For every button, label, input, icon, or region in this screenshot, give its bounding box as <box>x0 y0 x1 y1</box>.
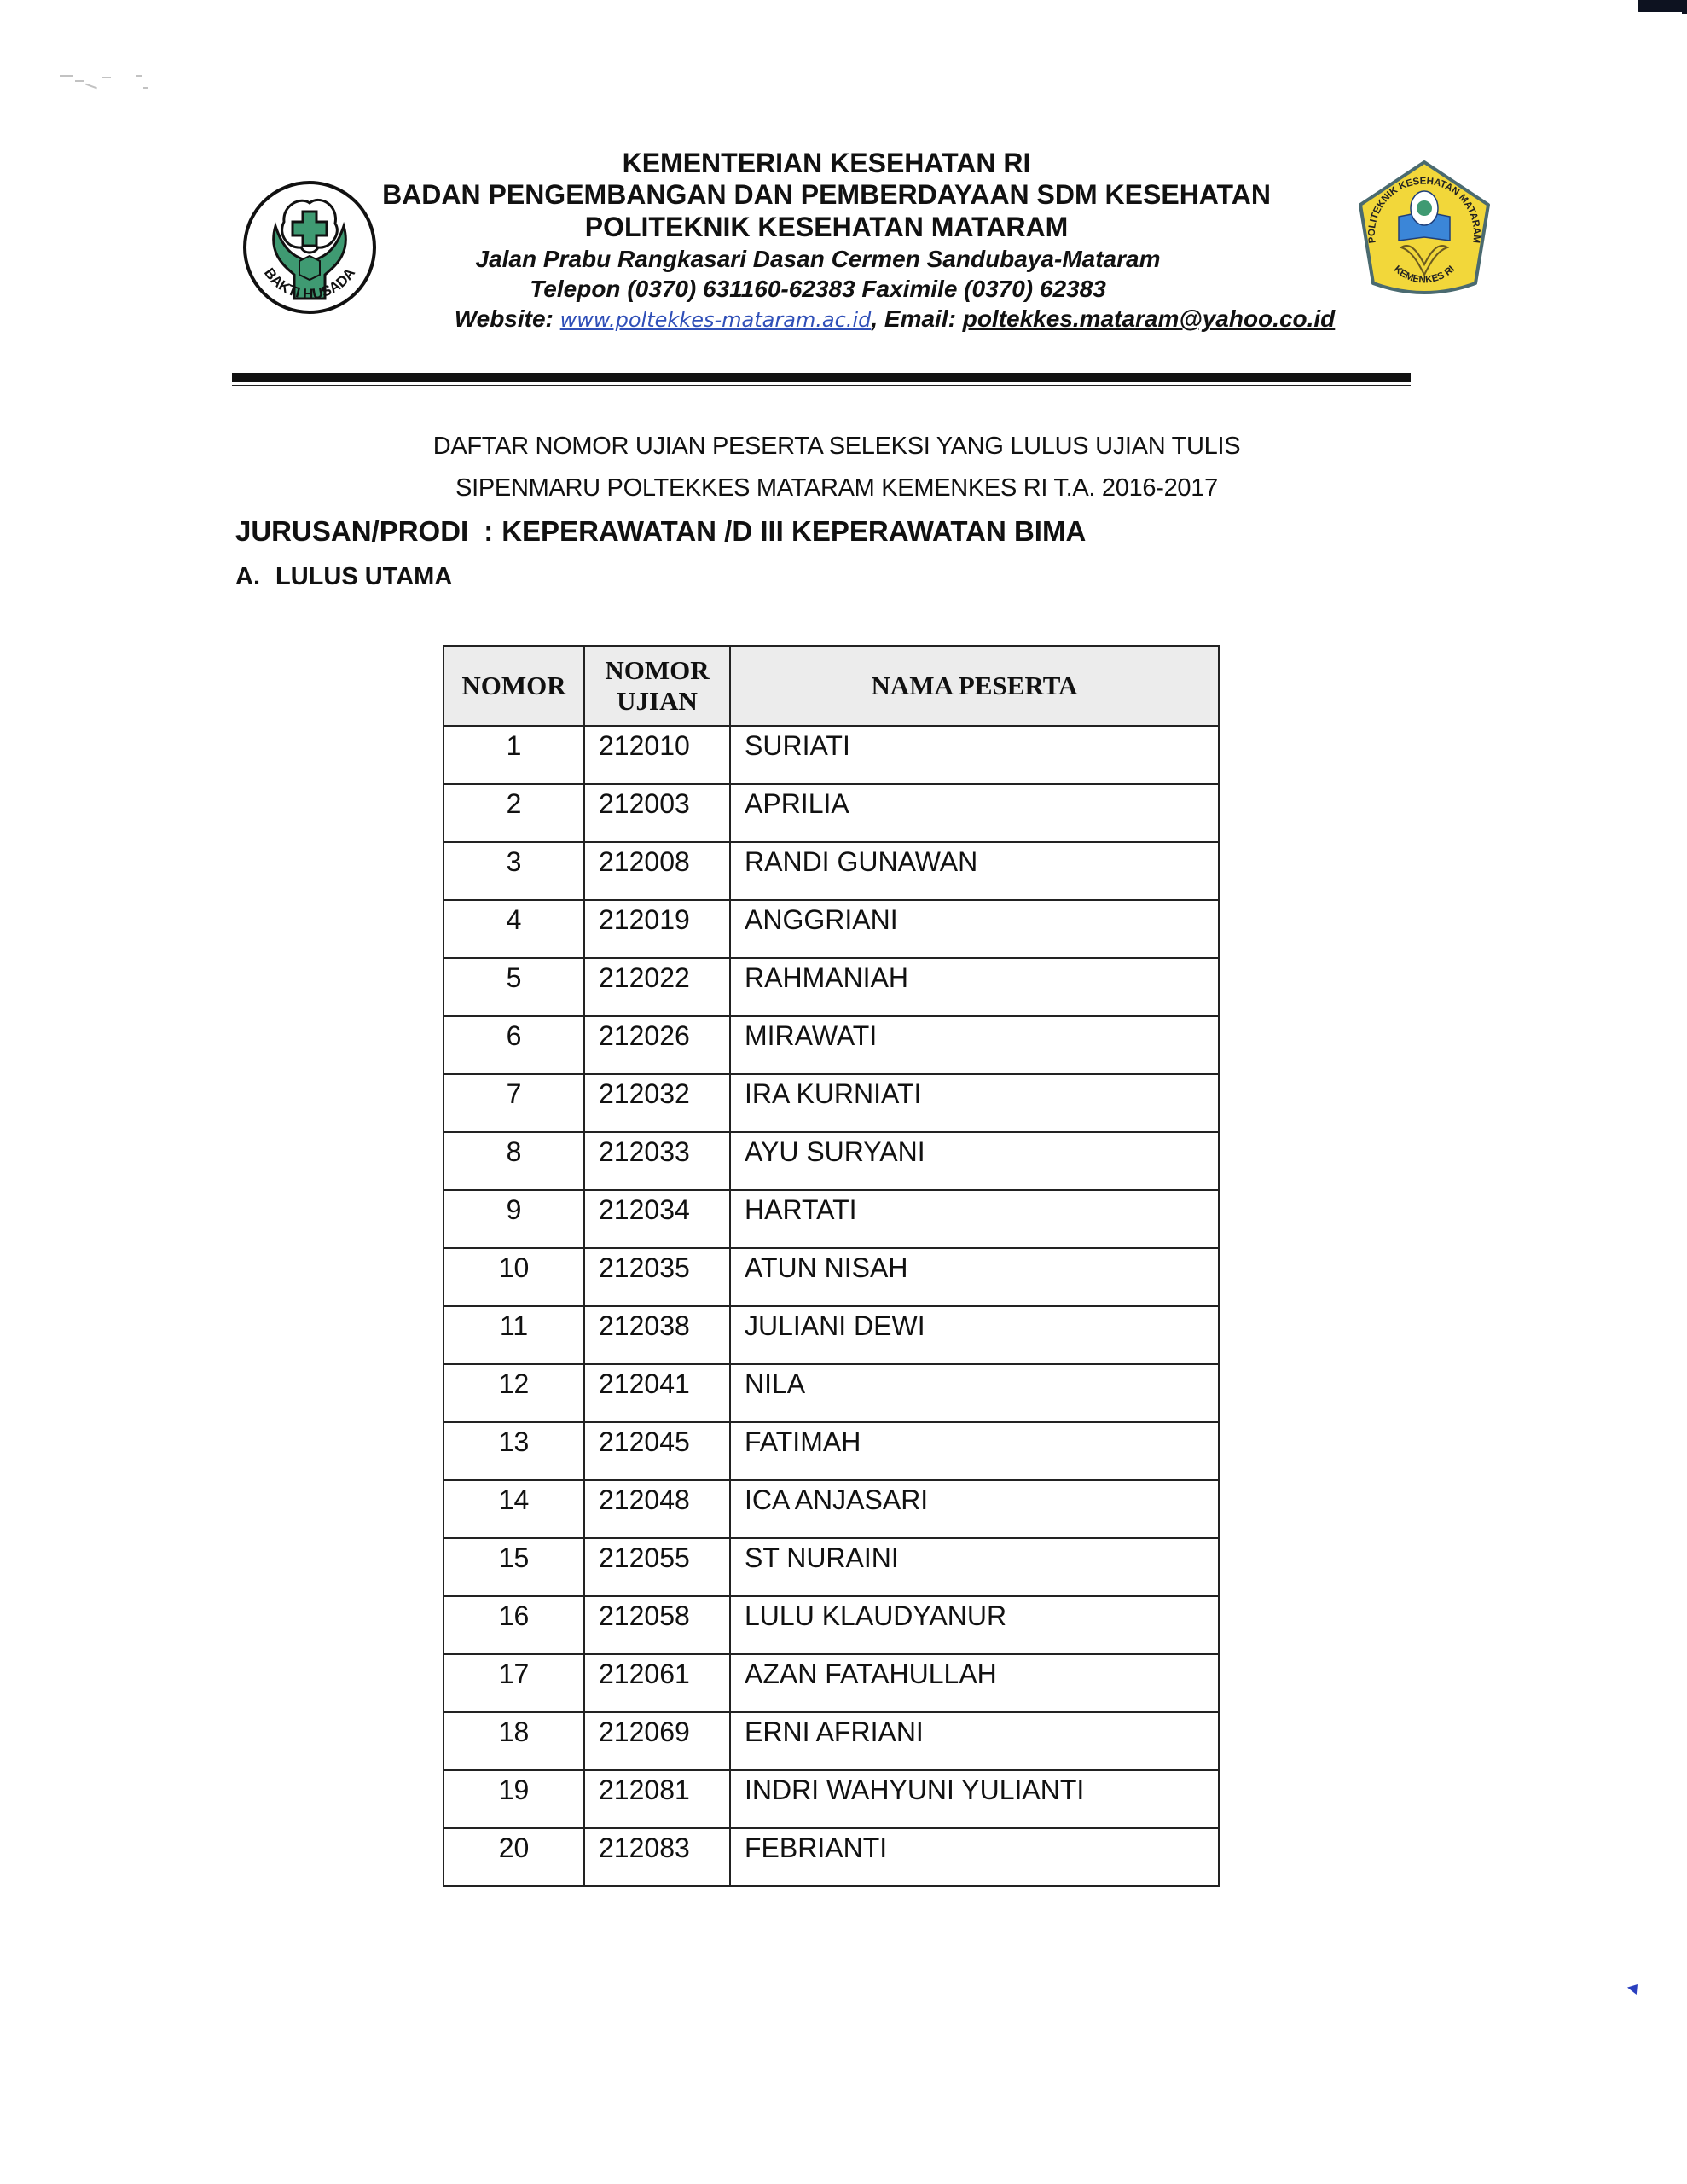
cell-nomor: 18 <box>443 1712 584 1770</box>
section-letter: A. <box>235 563 260 590</box>
cell-nama-peserta: ANGGRIANI <box>730 900 1219 958</box>
cell-nama-peserta: FEBRIANTI <box>730 1828 1219 1886</box>
cell-nomor-ujian: 212083 <box>584 1828 730 1886</box>
cell-nama-peserta: HARTATI <box>730 1190 1219 1248</box>
table-row <box>443 1538 1219 1596</box>
table-row <box>443 1190 1219 1248</box>
cell-nomor-ujian: 212022 <box>584 958 730 1016</box>
cell-nama-peserta: APRILIA <box>730 784 1219 842</box>
cell-nomor-ujian: 212069 <box>584 1712 730 1770</box>
cell-nomor-ujian: 212035 <box>584 1248 730 1306</box>
cell-nomor: 11 <box>443 1306 584 1364</box>
cell-nomor: 14 <box>443 1480 584 1538</box>
cell-nomor: 20 <box>443 1828 584 1886</box>
header-nomor-ujian-line2: UJIAN <box>617 686 698 716</box>
table-header-row <box>443 646 1219 726</box>
cell-nama-peserta: INDRI WAHYUNI YULIANTI <box>730 1770 1219 1828</box>
email-link[interactable]: poltekkes.mataram@yahoo.co.id <box>962 305 1336 332</box>
table-row <box>443 900 1219 958</box>
svg-text:KEMENKES RI: KEMENKES RI <box>1391 264 1458 286</box>
results-table <box>443 645 1220 1887</box>
table-row <box>443 1480 1219 1538</box>
svg-text:POLITEKNIK KESEHATAN MATARAM: POLITEKNIK KESEHATAN MATARAM <box>1366 176 1482 244</box>
document-title-line2: SIPENMARU POLTEKKES MATARAM KEMENKES RI T.A. 2016-2017 <box>455 474 1218 502</box>
cell-nomor-ujian: 212032 <box>584 1074 730 1132</box>
table-row <box>443 1248 1219 1306</box>
cell-nama-peserta: ERNI AFRIANI <box>730 1712 1219 1770</box>
table-row <box>443 1422 1219 1480</box>
letterhead-divider-thin <box>232 385 1411 386</box>
cell-nomor-ujian: 212045 <box>584 1422 730 1480</box>
table-row <box>443 1712 1219 1770</box>
cell-nama-peserta: MIRAWATI <box>730 1016 1219 1074</box>
table-row <box>443 1306 1219 1364</box>
table-row <box>443 1074 1219 1132</box>
header-nomor-ujian <box>584 646 730 726</box>
cell-nama-peserta: JULIANI DEWI <box>730 1306 1219 1364</box>
cell-nomor-ujian: 212003 <box>584 784 730 842</box>
cell-nomor: 13 <box>443 1422 584 1480</box>
letterhead-institution: POLITEKNIK KESEHATAN MATARAM <box>584 212 1069 242</box>
cell-nama-peserta: ST NURAINI <box>730 1538 1219 1596</box>
section-title: LULUS UTAMA <box>275 563 453 590</box>
email-label: , Email: <box>871 305 956 332</box>
cell-nama-peserta: RAHMANIAH <box>730 958 1219 1016</box>
cell-nomor: 10 <box>443 1248 584 1306</box>
letterhead-agency: BADAN PENGEMBANGAN DAN PEMBERDAYAAN SDM KESEHATAN <box>382 179 1271 210</box>
letterhead-phone: Telepon (0370) 631160-62383 Faximile (0370) 62383 <box>530 276 1106 302</box>
prodi-value: KEPERAWATAN /D III KEPERAWATAN BIMA <box>501 515 1087 547</box>
cell-nomor-ujian: 212019 <box>584 900 730 958</box>
header-nomor-ujian-line1: NOMOR <box>605 655 710 685</box>
cell-nomor: 1 <box>443 726 584 784</box>
table-row <box>443 1016 1219 1074</box>
table-row <box>443 842 1219 900</box>
table-row <box>443 1364 1219 1422</box>
cell-nomor: 7 <box>443 1074 584 1132</box>
cell-nomor-ujian: 212041 <box>584 1364 730 1422</box>
cell-nama-peserta: FATIMAH <box>730 1422 1219 1480</box>
cell-nama-peserta: AZAN FATAHULLAH <box>730 1654 1219 1712</box>
document-title-line1: DAFTAR NOMOR UJIAN PESERTA SELEKSI YANG LULUS UJIAN TULIS <box>432 433 1241 460</box>
cell-nama-peserta: IRA KURNIATI <box>730 1074 1219 1132</box>
cell-nama-peserta: RANDI GUNAWAN <box>730 842 1219 900</box>
cell-nomor: 5 <box>443 958 584 1016</box>
table-row <box>443 1132 1219 1190</box>
cell-nomor-ujian: 212026 <box>584 1016 730 1074</box>
cell-nomor: 3 <box>443 842 584 900</box>
header-nama-peserta: NAMA PESERTA <box>730 646 1219 726</box>
scan-corner-mark <box>1638 0 1687 12</box>
website-link[interactable]: www.poltekkes-mataram.ac.id <box>559 308 872 332</box>
svg-text:BAKTI HUSADA: BAKTI HUSADA <box>260 264 359 303</box>
cell-nama-peserta: ATUN NISAH <box>730 1248 1219 1306</box>
cell-nomor-ujian: 212008 <box>584 842 730 900</box>
section-heading <box>235 563 452 591</box>
table-row <box>443 726 1219 784</box>
scan-ink-speck <box>1627 1984 1638 1995</box>
cell-nomor: 17 <box>443 1654 584 1712</box>
letterhead-address: Jalan Prabu Rangkasari Dasan Cermen Sandubaya-Mataram <box>475 246 1161 272</box>
cell-nama-peserta: ICA ANJASARI <box>730 1480 1219 1538</box>
table-row <box>443 1596 1219 1654</box>
cell-nomor: 19 <box>443 1770 584 1828</box>
cell-nomor: 8 <box>443 1132 584 1190</box>
cell-nomor-ujian: 212038 <box>584 1306 730 1364</box>
cell-nomor: 2 <box>443 784 584 842</box>
table-row <box>443 1828 1219 1886</box>
letterhead-divider-thick <box>232 373 1411 382</box>
table-row <box>443 958 1219 1016</box>
cell-nomor: 12 <box>443 1364 584 1422</box>
table-row <box>443 784 1219 842</box>
cell-nomor: 16 <box>443 1596 584 1654</box>
scan-specks <box>51 68 154 94</box>
cell-nama-peserta: AYU SURYANI <box>730 1132 1219 1190</box>
prodi-separator: : <box>484 515 494 547</box>
cell-nomor-ujian: 212033 <box>584 1132 730 1190</box>
letterhead-contact <box>51 305 1687 333</box>
table-row <box>443 1654 1219 1712</box>
cell-nomor-ujian: 212061 <box>584 1654 730 1712</box>
cell-nama-peserta: NILA <box>730 1364 1219 1422</box>
website-label: Website: <box>454 305 554 332</box>
header-nomor: NOMOR <box>443 646 584 726</box>
table-row <box>443 1770 1219 1828</box>
cell-nomor: 4 <box>443 900 584 958</box>
prodi-heading <box>235 515 1086 548</box>
cell-nomor: 6 <box>443 1016 584 1074</box>
cell-nomor: 9 <box>443 1190 584 1248</box>
cell-nomor: 15 <box>443 1538 584 1596</box>
cell-nama-peserta: LULU KLAUDYANUR <box>730 1596 1219 1654</box>
cell-nomor-ujian: 212048 <box>584 1480 730 1538</box>
letterhead-ministry: KEMENTERIAN KESEHATAN RI <box>622 148 1031 178</box>
cell-nomor-ujian: 212010 <box>584 726 730 784</box>
cell-nomor-ujian: 212058 <box>584 1596 730 1654</box>
prodi-label: JURUSAN/PRODI <box>235 515 469 547</box>
cell-nomor-ujian: 212055 <box>584 1538 730 1596</box>
cell-nomor-ujian: 212081 <box>584 1770 730 1828</box>
cell-nama-peserta: SURIATI <box>730 726 1219 784</box>
cell-nomor-ujian: 212034 <box>584 1190 730 1248</box>
